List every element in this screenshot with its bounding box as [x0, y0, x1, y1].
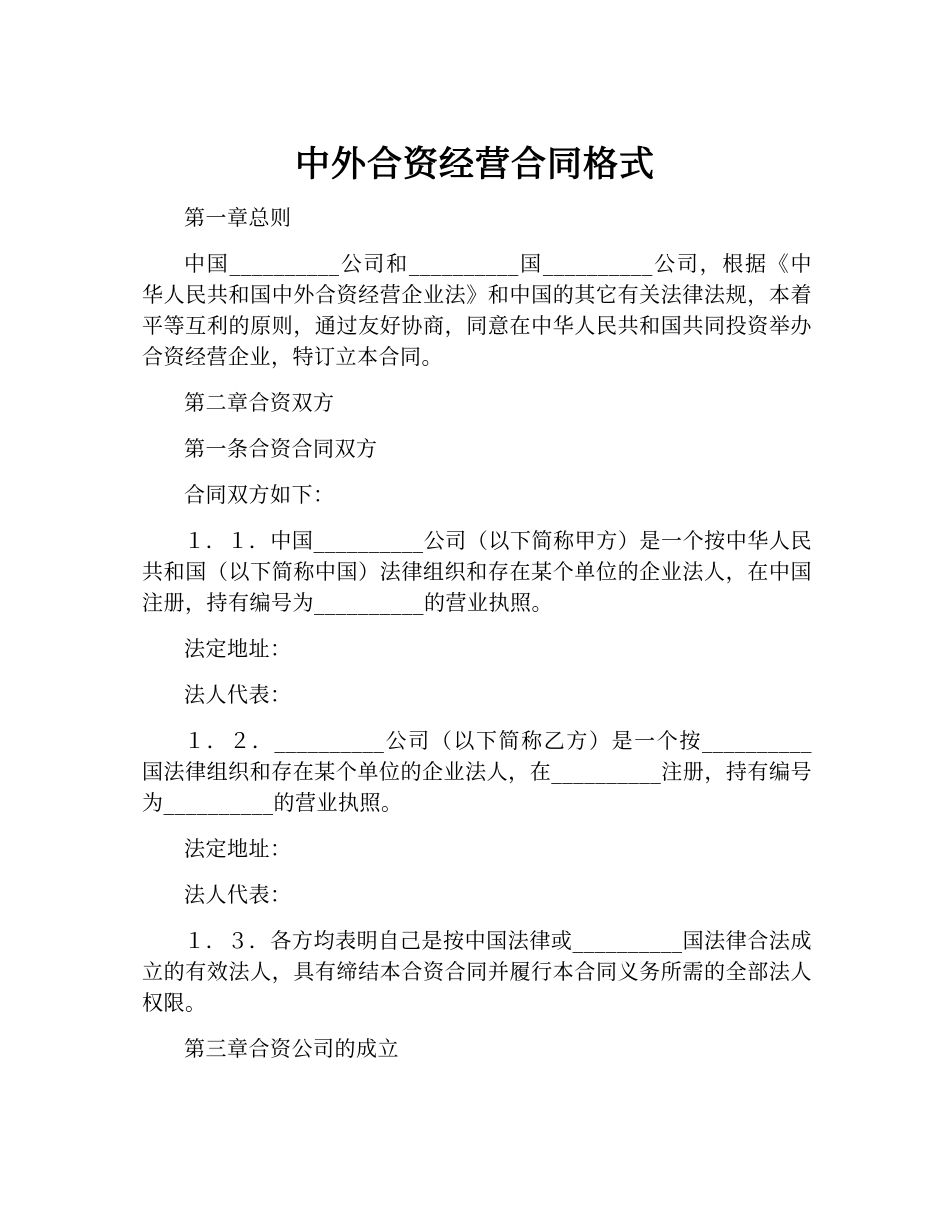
- chapter-heading: 第二章合资双方: [184, 391, 335, 415]
- field-label: 法人代表：: [184, 883, 292, 907]
- preamble-paragraph: 中国__________公司和__________国__________公司，根据《中华人民共和国中外合资经营企业法》和中国的其它有关法律法规，本着平等互利的原则，通过友好协商，同意在中华人民共和国共同投资举办合资经营企业，特订立本合同。: [142, 252, 812, 369]
- chapter-heading: 第一章总则: [184, 206, 292, 230]
- document-body: [142, 203, 812, 1080]
- clause-paragraph: １．１．中国__________公司（以下简称甲方）是一个按中华人民共和国（以下简称中国）法律组织和存在某个单位的企业法人，在中国注册，持有编号为__________的营业执照。: [142, 529, 812, 615]
- clause-paragraph: １．３．各方均表明自己是按中国法律或__________国法律合法成立的有效法人，具有缔结本合资合同并履行本合同义务所需的全部法人权限。: [142, 929, 812, 1015]
- document-title: 中外合资经营合同格式: [294, 145, 655, 186]
- body-paragraph: 合同双方如下：: [184, 483, 335, 507]
- clause-paragraph: １．２．__________公司（以下简称乙方）是一个按__________国法律组织和存在某个单位的企业法人，在__________注册，持有编号为__________的营业执照。: [142, 729, 812, 815]
- chapter-heading: 第三章合资公司的成立: [184, 1037, 399, 1061]
- article-heading: 第一条合资合同双方: [184, 437, 378, 461]
- field-label: 法定地址：: [184, 837, 292, 861]
- field-label: 法定地址：: [184, 637, 292, 661]
- field-label: 法人代表：: [184, 683, 292, 707]
